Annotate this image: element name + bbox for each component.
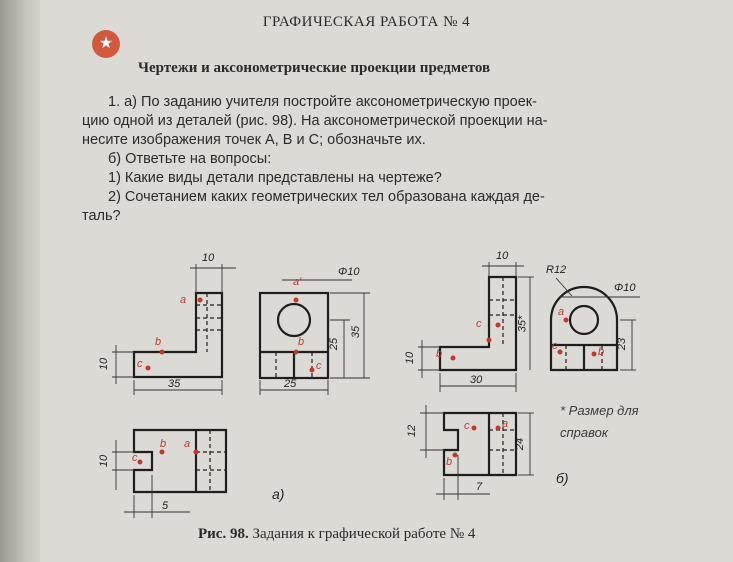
detail-a-top-view xyxy=(134,430,226,492)
point-label-b: b xyxy=(446,456,453,468)
detail-a-label: а) xyxy=(272,486,285,502)
dim-label: 5 xyxy=(162,500,169,512)
point-label-c: c xyxy=(552,340,558,352)
detail-a-hole xyxy=(278,304,310,336)
dim-label: 24 xyxy=(514,437,527,451)
dim-label: 25 xyxy=(328,337,341,351)
detail-b-label: б) xyxy=(556,470,569,486)
point-label-c: c xyxy=(464,420,470,432)
point-label-b: b xyxy=(160,438,167,450)
dim-label: Φ10 xyxy=(338,266,360,278)
task-line: таль? xyxy=(82,208,121,224)
task-line: 2) Сочетанием каких геометрических тел образована каждая де- xyxy=(108,189,545,205)
point-label-c: c xyxy=(316,360,322,372)
point-label-a-prime: a' xyxy=(293,276,302,288)
dim-label: 12 xyxy=(406,424,419,438)
point-label-b: b xyxy=(155,336,162,348)
dim-label: 10 xyxy=(404,351,417,365)
point-label-a: a xyxy=(184,438,191,450)
dim-label: 25 xyxy=(284,378,297,390)
dim-label: 30 xyxy=(470,374,483,386)
point-label-a: a xyxy=(558,306,565,318)
section-subtitle: Чертежи и аксонометрические проекции предметов xyxy=(138,60,491,76)
point-label-c: c xyxy=(137,358,143,370)
point-label-a: a xyxy=(180,294,187,306)
reference-footnote xyxy=(560,400,639,444)
dim-label: 35 xyxy=(350,325,363,339)
dim-label: 10 xyxy=(202,252,215,264)
footnote-line: справок xyxy=(560,425,608,440)
task-line: б) Ответьте на вопросы: xyxy=(108,151,272,167)
figure-caption-text: Задания к графической работе № 4 xyxy=(252,526,476,542)
point-label-c: c xyxy=(476,318,482,330)
task-line: несите изображения точек A, B и C; обозначьте их. xyxy=(82,132,426,148)
page-title: ГРАФИЧЕСКАЯ РАБОТА № 4 xyxy=(262,14,471,30)
dim-label: Φ10 xyxy=(614,282,636,294)
dim-label: 35* xyxy=(516,315,529,333)
dim-label: 10 xyxy=(496,250,509,262)
detail-a-front-view xyxy=(134,293,222,377)
task-line: 1. а) По заданию учителя постройте аксонометрическую проек- xyxy=(108,94,537,110)
point-label-b: b xyxy=(598,346,605,358)
dim-label: 23 xyxy=(616,337,629,351)
footnote-line: * Размер для xyxy=(560,403,639,418)
dim-label: 10 xyxy=(98,357,111,371)
point-label-b: b xyxy=(298,336,305,348)
point-label-c: c xyxy=(132,452,138,464)
dim-label: 10 xyxy=(98,454,111,468)
dim-label: 7 xyxy=(476,481,483,493)
point-label-b: b xyxy=(436,348,443,360)
detail-b-hole xyxy=(570,306,598,334)
figure-number: Рис. 98. xyxy=(198,526,249,542)
dim-label: R12 xyxy=(546,264,567,276)
star-badge-icon: ★ xyxy=(92,30,120,58)
point-label-a: a xyxy=(502,418,509,430)
dim-label: 35 xyxy=(168,378,181,390)
figure-caption xyxy=(198,526,475,543)
task-line: цию одной из деталей (рис. 98). На аксонометрической проекции на- xyxy=(82,113,548,129)
task-line: 1) Какие виды детали представлены на чертеже? xyxy=(108,170,442,186)
